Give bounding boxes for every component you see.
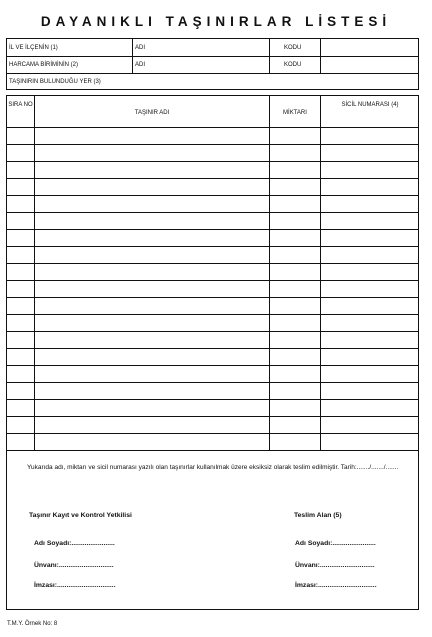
table-row-divider [7, 246, 418, 247]
il-ilce-label: İL VE İLÇENİN (1) [9, 45, 58, 51]
table-row-divider [7, 433, 418, 434]
right-adi-soyadi: Adı Soyadı:....................... [295, 540, 376, 547]
table-row-divider [7, 229, 418, 230]
header-info-box [6, 38, 419, 90]
table-row-divider [7, 161, 418, 162]
table-row-divider [7, 212, 418, 213]
right-imzasi: İmzası:............................... [295, 582, 377, 589]
table-row-divider [7, 382, 418, 383]
table-row-divider [7, 314, 418, 315]
col-miktari: MİKTARI [283, 110, 307, 116]
harcama-label: HARCAMA BİRİMİNİN (2) [9, 62, 79, 68]
table-row-divider [7, 348, 418, 349]
table-row-divider [7, 195, 418, 196]
left-imzasi: İmzası:............................... [34, 582, 116, 589]
harcama-kodu-label: KODU [284, 62, 302, 68]
table-row-divider [7, 144, 418, 145]
items-table [6, 95, 419, 451]
form-code: T.M.Y. Örnek No: 8 [7, 621, 58, 627]
table-row-divider [7, 365, 418, 366]
signature-box [6, 451, 419, 610]
left-signer-heading: Taşınır Kayıt ve Kontrol Yetkilisi [29, 512, 132, 519]
right-unvani: Ünvanı:............................. [295, 562, 375, 569]
table-row-divider [7, 399, 418, 400]
il-adi-label: ADI [135, 45, 146, 51]
bulundugu-yer-label: TAŞINIRIN BULUNDUĞU YER (3) [9, 79, 101, 85]
table-row-divider [7, 416, 418, 417]
delivery-statement: Yukarıda adı, miktarı ve sicil numarası yazılı olan taşınırlar kullanılmak üzere eksiksiz olarak teslim edilmiştir. Tarih:......./......./....... [27, 464, 399, 471]
table-row-divider [7, 331, 418, 332]
right-signer-heading: Teslim Alan (5) [294, 512, 342, 519]
col-sira-no: SIRA NO [8, 102, 33, 108]
table-row-divider [7, 178, 418, 179]
left-adi-soyadi: Adı Soyadı:....................... [34, 540, 115, 547]
harcama-adi-label: ADI [135, 62, 146, 68]
il-kodu-label: KODU [284, 45, 302, 51]
table-row-divider [7, 297, 418, 298]
left-unvani: Ünvanı:............................. [34, 562, 114, 569]
table-row-divider [7, 263, 418, 264]
col-sicil-numarasi: SİCİL NUMARASI (4) [341, 102, 399, 108]
table-row-divider [7, 280, 418, 281]
form-title: DAYANIKLI TAŞINIRLAR LİSTESİ [40, 14, 392, 29]
col-tasinir-adi: TAŞINIR ADI [134, 110, 170, 116]
